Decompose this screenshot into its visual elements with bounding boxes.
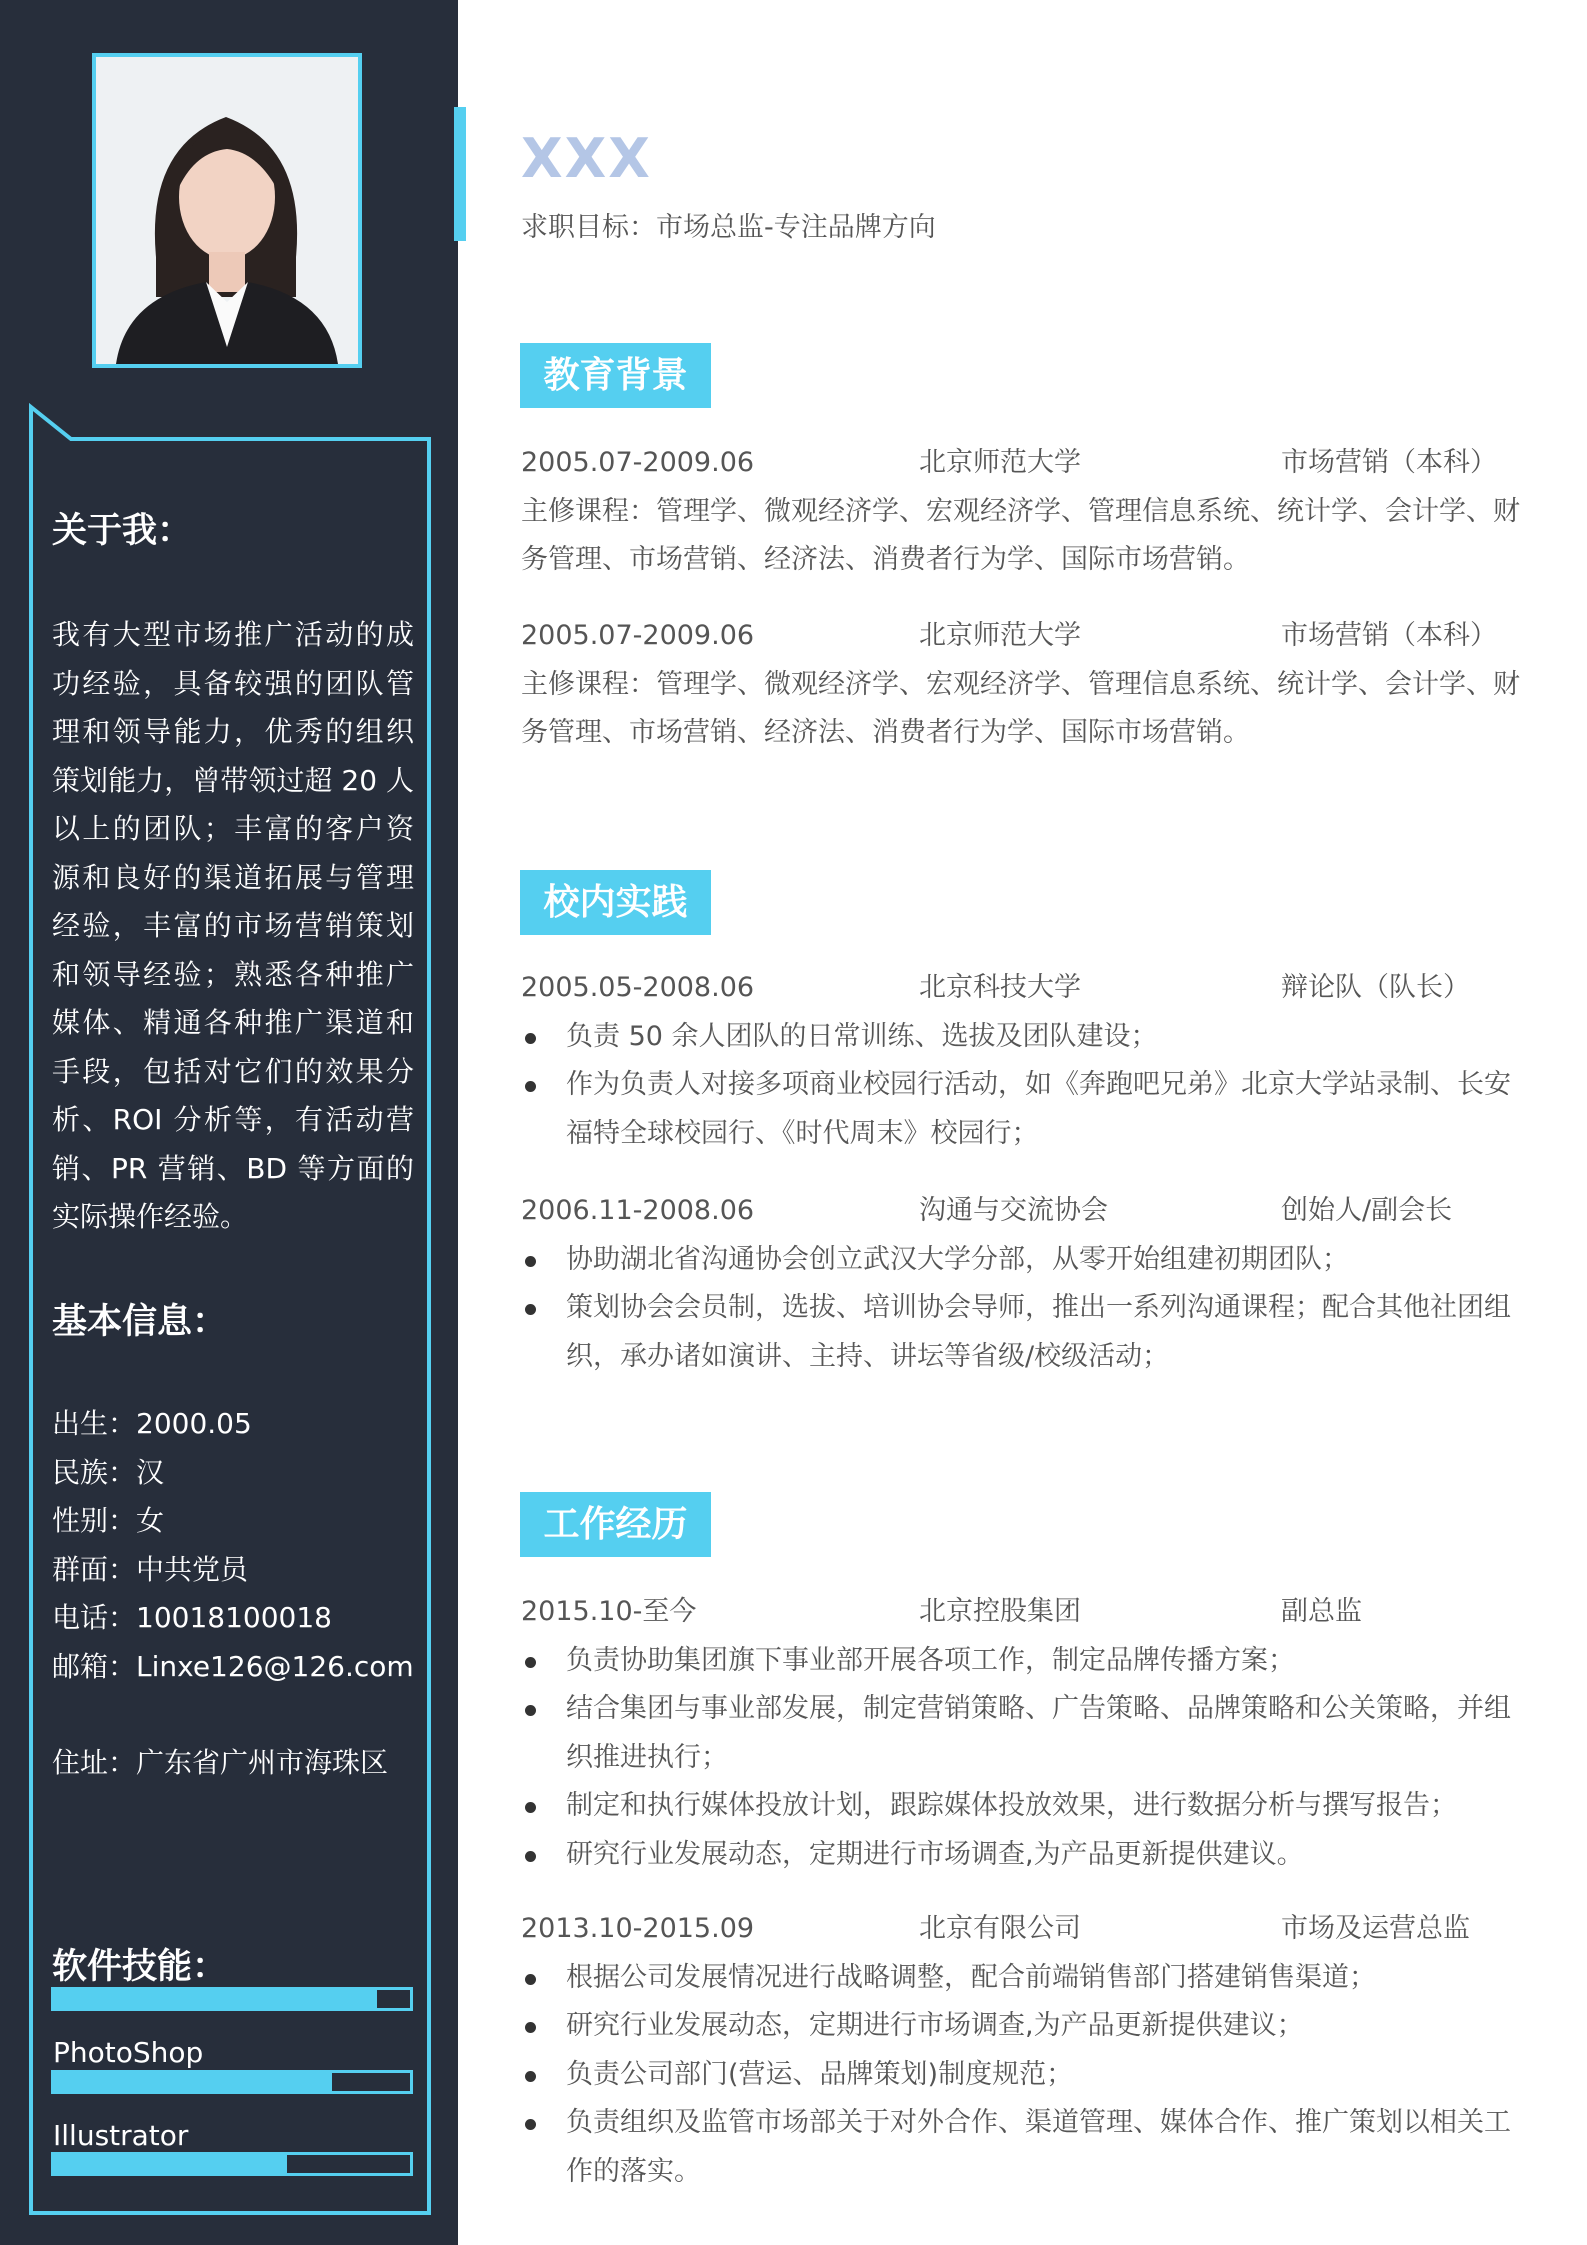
entry-date: 2005.05-2008.06 — [521, 972, 755, 1003]
about-text: 我有大型市场推广活动的成功经验，具备较强的团队管理和领导能力，优秀的组织策划能力，曾带领过超 20 人以上的团队；丰富的客户资源和良好的渠道拓展与管理经验，丰富的市场营销策划和领导经验；熟悉各种推广媒体、精通各种推广渠道和手段，包括对它们的效果分析、ROI 分析等，有活动营销、PR 营销、BD 等方面的实际操作经验。 — [52, 618, 414, 1233]
skill-label: Illustrator — [53, 2119, 189, 2152]
skill-bar-fill — [54, 2155, 287, 2173]
skill-bar-fill — [54, 2073, 332, 2091]
info-phone: 电话：10018100018 — [52, 1601, 332, 1634]
skill-bar — [51, 2070, 413, 2094]
section-title-work: 工作经历 — [520, 1492, 711, 1557]
candidate-name: XXX — [521, 127, 652, 190]
skill-bar-fill — [54, 1990, 377, 2008]
about-title: 关于我： — [52, 511, 193, 551]
work-entry — [521, 1905, 1531, 2196]
info-political: 群面：中共党员 — [52, 1552, 249, 1586]
bullet-item: 作为负责人对接多项商业校园行活动，如《奔跑吧兄弟》北京大学站录制、长安福特全球校园行、《时代周末》校园行； — [521, 1061, 1531, 1158]
education-entry — [521, 612, 1531, 758]
entry-org: 北京有限公司 — [919, 1913, 1081, 1944]
entry-role: 创始人/副会长 — [1281, 1195, 1453, 1226]
entry-date: 2015.10-至今 — [521, 1596, 697, 1627]
header-accent-bar — [454, 107, 466, 241]
entry-date: 2005.07-2009.06 — [521, 447, 755, 478]
entry-org: 北京师范大学 — [919, 447, 1081, 478]
skills-title: 软件技能： — [52, 1947, 228, 1987]
info-email: 邮箱：Linxe126@126.com — [52, 1649, 414, 1683]
skill-label: PhotoShop — [53, 2036, 204, 2069]
sidebar — [0, 0, 458, 2245]
bullet-item: 制定和执行媒体投放计划，跟踪媒体投放效果，进行数据分析与撰写报告； — [521, 1782, 1531, 1831]
entry-role: 市场及运营总监 — [1281, 1913, 1470, 1944]
entry-text: 主修课程：管理学、微观经济学、宏观经济学、管理信息系统、统计学、会计学、财务管理、市场营销、经济法、消费者行为学、国际市场营销。 — [521, 495, 1520, 575]
entry-date: 2006.11-2008.06 — [521, 1195, 755, 1226]
skill-bar — [51, 1987, 413, 2011]
bullet-item: 负责公司部门(营运、品牌策划)制度规范； — [521, 2051, 1531, 2100]
bullet-item: 负责组织及监管市场部关于对外合作、渠道管理、媒体合作、推广策划以相关工作的落实。 — [521, 2099, 1531, 2196]
bullet-item: 研究行业发展动态，定期进行市场调查,为产品更新提供建议。 — [521, 1831, 1531, 1880]
entry-role: 市场营销（本科） — [1281, 620, 1497, 651]
job-objective: 求职目标：市场总监-专注品牌方向 — [521, 212, 936, 243]
info-address: 住址：广东省广州市海珠区 — [52, 1746, 389, 1779]
campus-entry — [521, 1187, 1531, 1381]
entry-org: 北京科技大学 — [919, 972, 1081, 1003]
bullet-item: 协助湖北省沟通协会创立武汉大学分部，从零开始组建初期团队； — [521, 1236, 1531, 1285]
work-entry — [521, 1588, 1531, 1879]
bullet-item: 根据公司发展情况进行战略调整，配合前端销售部门搭建销售渠道； — [521, 1954, 1531, 2003]
bullet-item: 研究行业发展动态，定期进行市场调查,为产品更新提供建议； — [521, 2002, 1531, 2051]
info-gender: 性别：女 — [52, 1504, 165, 1537]
entry-date: 2013.10-2015.09 — [521, 1913, 755, 1944]
bullet-item: 负责 50 余人团队的日常训练、选拔及团队建设； — [521, 1013, 1531, 1062]
info-title: 基本信息： — [52, 1302, 228, 1342]
entry-date: 2005.07-2009.06 — [521, 620, 755, 651]
skill-bar — [51, 2152, 413, 2176]
entry-role: 辩论队（队长） — [1281, 972, 1470, 1003]
entry-role: 副总监 — [1281, 1596, 1362, 1627]
entry-org: 北京师范大学 — [919, 620, 1081, 651]
entry-role: 市场营销（本科） — [1281, 447, 1497, 478]
education-entry — [521, 439, 1531, 585]
section-title-education: 教育背景 — [520, 343, 711, 408]
info-ethnicity: 民族：汉 — [52, 1455, 165, 1489]
bullet-item: 策划协会会员制，选拔、培训协会导师，推出一系列沟通课程；配合其他社团组织，承办诸如演讲、主持、讲坛等省级/校级活动； — [521, 1284, 1531, 1381]
entry-org: 北京控股集团 — [919, 1596, 1081, 1627]
entry-org: 沟通与交流协会 — [919, 1195, 1108, 1226]
section-title-campus: 校内实践 — [520, 870, 711, 935]
bullet-item: 负责协助集团旗下事业部开展各项工作，制定品牌传播方案； — [521, 1637, 1531, 1686]
basic-info-list — [52, 1400, 414, 1691]
bullet-item: 结合集团与事业部发展，制定营销策略、广告策略、品牌策略和公关策略，并组织推进执行； — [521, 1685, 1531, 1782]
info-birth: 出生：2000.05 — [52, 1407, 252, 1440]
campus-entry — [521, 964, 1531, 1158]
entry-text: 主修课程：管理学、微观经济学、宏观经济学、管理信息系统、统计学、会计学、财务管理、市场营销、经济法、消费者行为学、国际市场营销。 — [521, 668, 1520, 748]
